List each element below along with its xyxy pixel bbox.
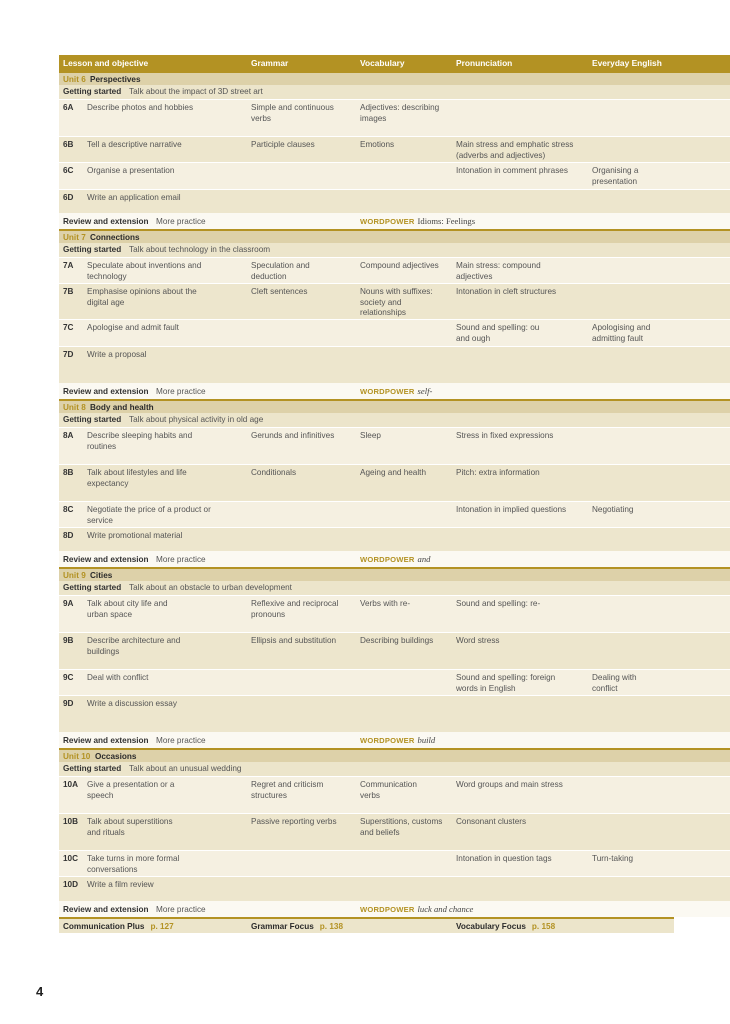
getting-started-text: Talk about an obstacle to urban development — [129, 583, 292, 592]
unit-title: Occasions — [95, 752, 137, 761]
lesson-code: 8B — [63, 468, 74, 477]
getting-started-text: Talk about technology in the classroom — [129, 245, 271, 254]
review-text: More practice — [156, 905, 206, 914]
lesson-pronunciation: Pitch: extra information — [456, 468, 540, 477]
header-grammar: Grammar — [251, 58, 289, 68]
lesson-objective: Organise a presentation — [87, 166, 175, 175]
wordpower — [360, 554, 430, 566]
lesson-objective: Write an application email — [87, 193, 181, 202]
unit-row — [59, 399, 730, 413]
getting-started-row — [59, 413, 730, 427]
lesson-everyday-english: Apologising and admitting fault — [592, 323, 651, 343]
getting-started-row — [59, 762, 730, 776]
lesson-everyday-english: Turn-taking — [592, 854, 634, 863]
lesson-code: 9B — [63, 636, 74, 645]
unit-title: Connections — [90, 233, 140, 242]
lesson-vocabulary: Describing buildings — [360, 636, 434, 645]
lesson-code: 8D — [63, 531, 74, 540]
lesson-row — [59, 427, 730, 464]
lesson-pronunciation: Word stress — [456, 636, 500, 645]
lesson-grammar: Participle clauses — [251, 140, 315, 149]
lesson-pronunciation: Intonation in cleft structures — [456, 287, 557, 296]
lesson-code: 10D — [63, 880, 79, 889]
lesson-vocabulary: Compound adjectives — [360, 261, 439, 270]
unit-number: Unit 10 — [63, 752, 91, 761]
wordpower — [360, 216, 475, 228]
lesson-pronunciation: Sound and spelling: foreign words in English — [456, 673, 556, 693]
lesson-code: 10A — [63, 780, 79, 789]
lesson-objective: Negotiate the price of a product or service — [87, 505, 211, 525]
focus-footer — [59, 917, 674, 933]
page-number: 4 — [36, 984, 44, 999]
vocabulary-focus-ref — [456, 922, 555, 933]
lesson-objective: Describe architecture and buildings — [87, 636, 181, 656]
lesson-everyday-english: Dealing with conflict — [592, 673, 637, 693]
wordpower-topic: and — [417, 554, 431, 564]
wordpower-label: WORDPOWER — [360, 736, 415, 745]
lesson-grammar: Cleft sentences — [251, 287, 308, 296]
review-row — [59, 901, 730, 917]
lesson-row — [59, 595, 730, 632]
getting-started-label: Getting started — [63, 415, 122, 424]
lesson-objective: Describe sleeping habits and routines — [87, 431, 193, 451]
lesson-pronunciation: Main stress and emphatic stress (adverbs and adjectives) — [456, 140, 574, 160]
review-label: Review and extension — [63, 555, 149, 564]
vocabulary-focus-label: Vocabulary Focus — [456, 922, 526, 931]
lesson-pronunciation: Intonation in question tags — [456, 854, 552, 863]
communication-plus-label: Communication Plus — [63, 922, 145, 931]
wordpower-topic: self- — [417, 386, 433, 396]
review-label: Review and extension — [63, 905, 149, 914]
review-label: Review and extension — [63, 736, 149, 745]
lesson-objective: Write promotional material — [87, 531, 183, 540]
wordpower-label: WORDPOWER — [360, 555, 415, 564]
unit-row — [59, 71, 730, 85]
lesson-row — [59, 99, 730, 136]
lesson-code: 10B — [63, 817, 79, 826]
lesson-vocabulary: Sleep — [360, 431, 381, 440]
lesson-objective: Write a film review — [87, 880, 154, 889]
header-vocabulary: Vocabulary — [360, 58, 405, 68]
table-header — [59, 55, 730, 71]
lesson-pronunciation: Consonant clusters — [456, 817, 527, 826]
unit-row — [59, 567, 730, 581]
lesson-row — [59, 136, 730, 162]
lesson-row — [59, 695, 730, 732]
getting-started-label: Getting started — [63, 764, 122, 773]
wordpower — [360, 386, 432, 398]
lesson-objective: Deal with conflict — [87, 673, 149, 682]
lesson-objective: Write a proposal — [87, 350, 147, 359]
header-lesson: Lesson and objective — [63, 58, 149, 68]
wordpower-topic: build — [417, 735, 436, 745]
unit-number: Unit 9 — [63, 571, 86, 580]
getting-started-row — [59, 243, 730, 257]
lesson-pronunciation: Main stress: compound adjectives — [456, 261, 541, 281]
lesson-vocabulary: Verbs with re- — [360, 599, 411, 608]
getting-started-text: Talk about an unusual wedding — [129, 764, 242, 773]
lesson-code: 8C — [63, 505, 74, 514]
lesson-code: 6A — [63, 103, 74, 112]
lesson-vocabulary: Adjectives: describing images — [360, 103, 440, 123]
lesson-grammar: Reflexive and reciprocal pronouns — [251, 599, 339, 619]
vocabulary-focus-page: p. 158 — [531, 922, 556, 931]
lesson-row — [59, 189, 730, 213]
lesson-code: 8A — [63, 431, 74, 440]
lesson-everyday-english: Organising a presentation — [592, 166, 639, 186]
unit-title: Cities — [90, 571, 113, 580]
lesson-row — [59, 876, 730, 901]
lesson-vocabulary: Nouns with suffixes: society and relationships — [360, 287, 433, 317]
lesson-row — [59, 776, 730, 813]
lesson-grammar: Regret and criticism structures — [251, 780, 324, 800]
lesson-objective: Tell a descriptive narrative — [87, 140, 182, 149]
review-text: More practice — [156, 555, 206, 564]
lesson-pronunciation: Sound and spelling: ou and ough — [456, 323, 540, 343]
lesson-pronunciation: Word groups and main stress — [456, 780, 563, 789]
lesson-row — [59, 162, 730, 189]
lesson-grammar: Passive reporting verbs — [251, 817, 337, 826]
lesson-grammar: Conditionals — [251, 468, 297, 477]
review-text: More practice — [156, 736, 206, 745]
lesson-objective: Talk about lifestyles and life expectancy — [87, 468, 187, 488]
lesson-objective: Talk about city life and urban space — [87, 599, 168, 619]
wordpower-label: WORDPOWER — [360, 217, 415, 226]
lesson-objective: Give a presentation or a speech — [87, 780, 175, 800]
wordpower-topic: luck and chance — [417, 904, 474, 914]
lesson-grammar: Simple and continuous verbs — [251, 103, 334, 123]
review-row — [59, 213, 730, 229]
communication-plus-ref — [63, 922, 174, 933]
lesson-row — [59, 813, 730, 850]
unit-title: Perspectives — [90, 75, 141, 84]
lesson-row — [59, 527, 730, 551]
lesson-pronunciation: Intonation in implied questions — [456, 505, 567, 514]
lesson-grammar: Speculation and deduction — [251, 261, 310, 281]
lesson-code: 7D — [63, 350, 74, 359]
lesson-row — [59, 669, 730, 695]
lesson-row — [59, 319, 730, 346]
lesson-vocabulary: Ageing and health — [360, 468, 427, 477]
getting-started-label: Getting started — [63, 245, 122, 254]
lesson-row — [59, 501, 730, 527]
lesson-code: 9D — [63, 699, 74, 708]
lesson-objective: Speculate about inventions and technology — [87, 261, 202, 281]
getting-started-text: Talk about physical activity in old age — [129, 415, 264, 424]
grammar-focus-page: p. 138 — [319, 922, 344, 931]
lesson-row — [59, 283, 730, 319]
lesson-pronunciation: Stress in fixed expressions — [456, 431, 554, 440]
lesson-objective: Talk about superstitions and rituals — [87, 817, 173, 837]
lesson-objective: Take turns in more formal conversations — [87, 854, 180, 874]
lesson-vocabulary: Communication verbs — [360, 780, 417, 800]
lesson-code: 6D — [63, 193, 74, 202]
contents-table — [59, 55, 730, 933]
getting-started-row — [59, 85, 730, 99]
lesson-code: 9C — [63, 673, 74, 682]
getting-started-label: Getting started — [63, 583, 122, 592]
lesson-pronunciation: Intonation in comment phrases — [456, 166, 568, 175]
review-row — [59, 732, 730, 748]
unit-number: Unit 8 — [63, 403, 86, 412]
lesson-row — [59, 257, 730, 283]
lesson-code: 10C — [63, 854, 79, 863]
wordpower-label: WORDPOWER — [360, 387, 415, 396]
lesson-code: 6B — [63, 140, 74, 149]
lesson-pronunciation: Sound and spelling: re- — [456, 599, 541, 608]
header-everyday-english: Everyday English — [592, 58, 662, 68]
review-text: More practice — [156, 387, 206, 396]
lesson-row — [59, 346, 730, 383]
getting-started-row — [59, 581, 730, 595]
lesson-code: 9A — [63, 599, 74, 608]
review-label: Review and extension — [63, 387, 149, 396]
getting-started-text: Talk about the impact of 3D street art — [129, 87, 263, 96]
lesson-vocabulary: Emotions — [360, 140, 395, 149]
lesson-row — [59, 464, 730, 501]
review-row — [59, 383, 730, 399]
lesson-objective: Write a discussion essay — [87, 699, 177, 708]
grammar-focus-ref — [251, 922, 343, 933]
lesson-objective: Emphasise opinions about the digital age — [87, 287, 197, 307]
lesson-code: 6C — [63, 166, 74, 175]
lesson-vocabulary: Superstitions, customs and beliefs — [360, 817, 443, 837]
lesson-everyday-english: Negotiating — [592, 505, 634, 514]
lesson-grammar: Gerunds and infinitives — [251, 431, 335, 440]
wordpower — [360, 735, 435, 747]
lesson-grammar: Ellipsis and substitution — [251, 636, 337, 645]
wordpower-label: WORDPOWER — [360, 905, 415, 914]
review-label: Review and extension — [63, 217, 149, 226]
lesson-objective: Apologise and admit fault — [87, 323, 179, 332]
unit-number: Unit 6 — [63, 75, 86, 84]
unit-title: Body and health — [90, 403, 154, 412]
review-text: More practice — [156, 217, 206, 226]
header-pronunciation: Pronunciation — [456, 58, 513, 68]
unit-row — [59, 748, 730, 762]
unit-number: Unit 7 — [63, 233, 86, 242]
wordpower — [360, 904, 473, 916]
wordpower-topic: Idioms: Feelings — [417, 216, 476, 226]
lesson-row — [59, 850, 730, 876]
getting-started-label: Getting started — [63, 87, 122, 96]
grammar-focus-label: Grammar Focus — [251, 922, 314, 931]
lesson-code: 7B — [63, 287, 74, 296]
review-row — [59, 551, 730, 567]
lesson-objective: Describe photos and hobbies — [87, 103, 194, 112]
communication-plus-page: p. 127 — [150, 922, 174, 931]
lesson-row — [59, 632, 730, 669]
lesson-code: 7C — [63, 323, 74, 332]
lesson-code: 7A — [63, 261, 74, 270]
unit-row — [59, 229, 730, 243]
